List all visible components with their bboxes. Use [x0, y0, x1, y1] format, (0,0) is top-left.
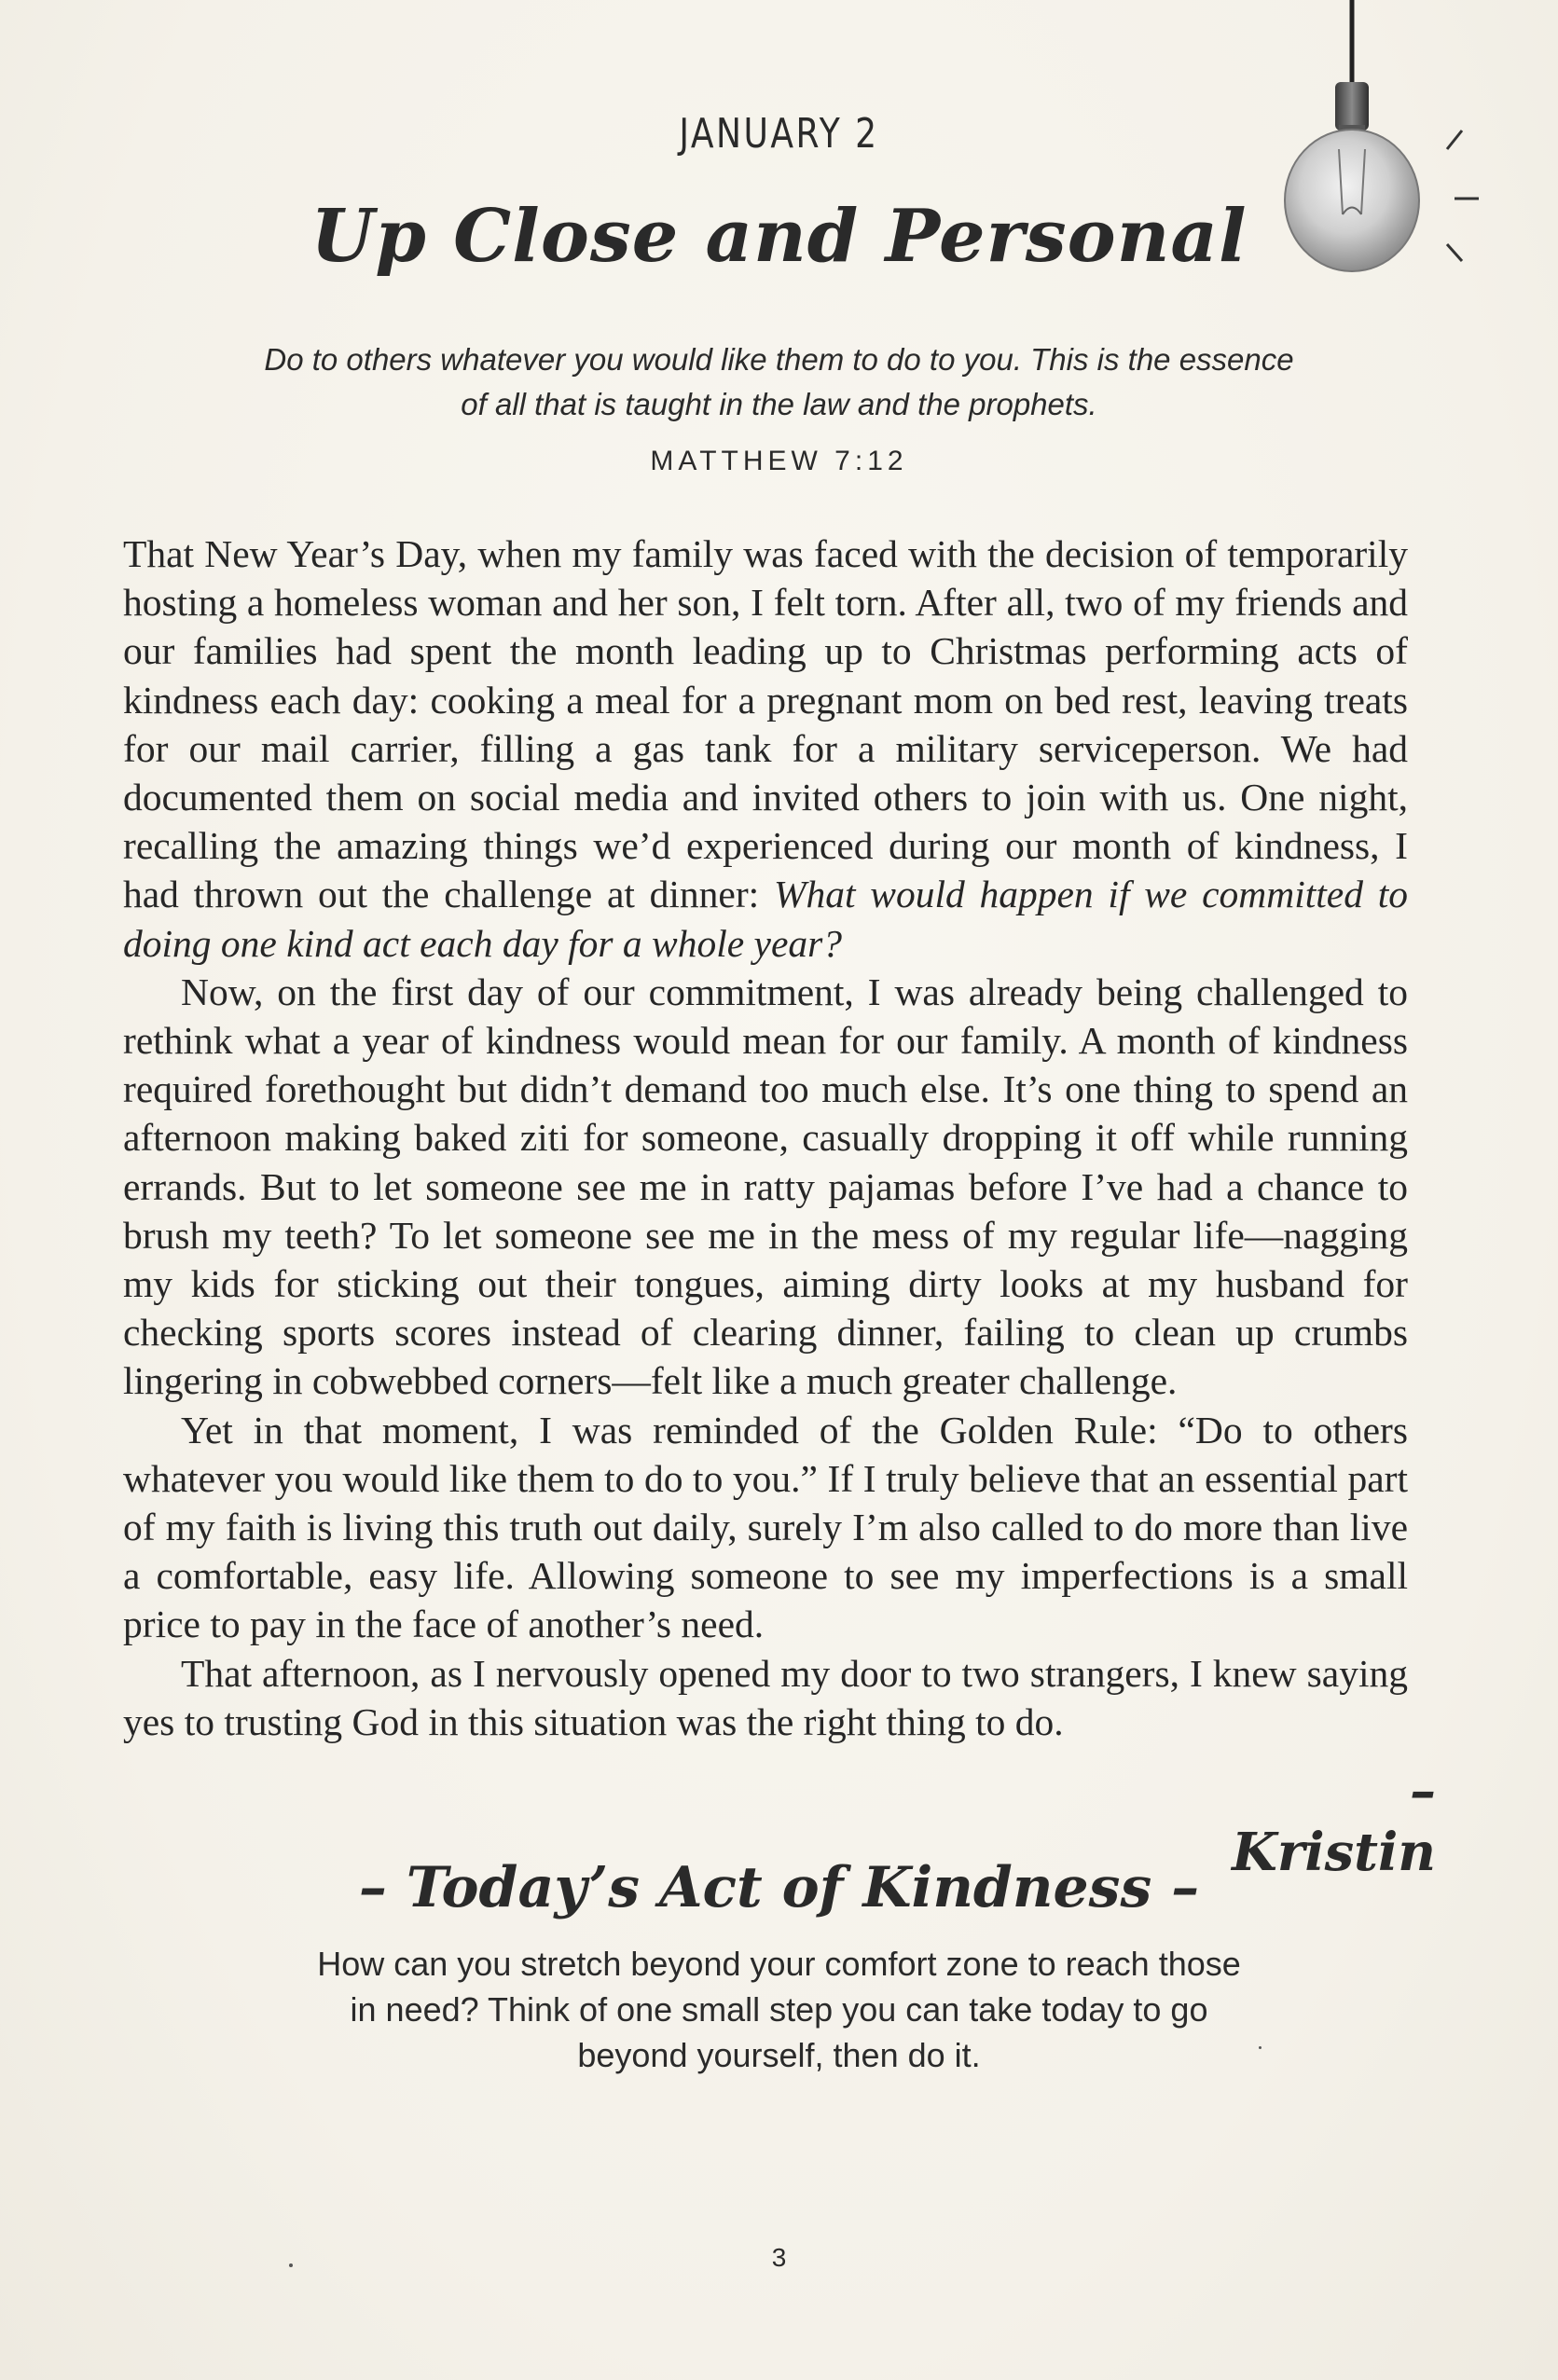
act-of-kindness-heading: – Today’s Act of Kindness – [358, 1855, 1200, 1920]
body-paragraph-1 [123, 530, 1408, 968]
author-signature: – Kristin [1232, 1760, 1436, 1883]
paragraph-1-text: That New Year’s Day, when my family was faced with the decision of temporarily hosting a homeless woman and her son, I felt torn. After all, two of my friends and our families had spent the month leading up to Christmas performing acts of kindness each day: cooking a meal for a pregnant mom on bed rest, leaving treats for our mail carrier, filling a gas tank for a military serviceperson. We had documented them on social media and invited others to join with us. One night, recalling the amazing things we’d experienced during our month of kindness, I had thrown out the challenge at dinner: [123, 532, 1408, 916]
page-number: 3 [771, 2243, 787, 2272]
entry-date: JANUARY 2 [679, 110, 879, 158]
scripture-verse: Do to others whatever you would like them to do to you. This is the essence of all that is taught in the law and the prophets. [264, 342, 1294, 421]
scripture-reference: MATTHEW 7:12 [650, 446, 908, 476]
body-paragraph-3: Yet in that moment, I was reminded of the Golden Rule: “Do to others whatever you would like them to do to you.” If I truly believe that an essential part of my faith is living this truth out daily, surely I’m also called to do more than live a comfortable, easy life. Allowing someone to see my imperfections is a small price to pay in the face of another’s need. [123, 1408, 1408, 1646]
devotional-body [123, 530, 1408, 1746]
paragraph-1-italic: What would happen if we committed to doing one kind act each day for a whole year? [123, 873, 1408, 965]
act-of-kindness-text: How can you stretch beyond your comfort zone to reach those in need? Think of one small step you can take today to go beyond yourself, then do it. [317, 1945, 1241, 2074]
paper-speck [289, 2263, 293, 2267]
entry-title: Up Close and Personal [310, 194, 1248, 279]
body-paragraph-2: Now, on the first day of our commitment, I was already being challenged to rethink what a year of kindness would mean for our family. A month of kindness required forethought but didn’t demand too much else. It’s one thing to spend an afternoon making baked ziti for someone, casually dropping it off while running errands. But to let someone see me in ratty pajamas before I’ve had a chance to brush my teeth? To let someone see me in the mess of my regular life—nagging my kids for sticking out their tongues, aiming dirty looks at my husband for checking sports scores instead of clearing dinner, failing to clean up crumbs lingering in cobwebbed corners—felt like a much greater challenge. [123, 970, 1408, 1403]
paper-speck [1259, 2046, 1262, 2049]
body-paragraph-4: That afternoon, as I nervously opened my door to two strangers, I knew saying yes to trusting God in this situation was the right thing to do. [123, 1651, 1408, 1743]
